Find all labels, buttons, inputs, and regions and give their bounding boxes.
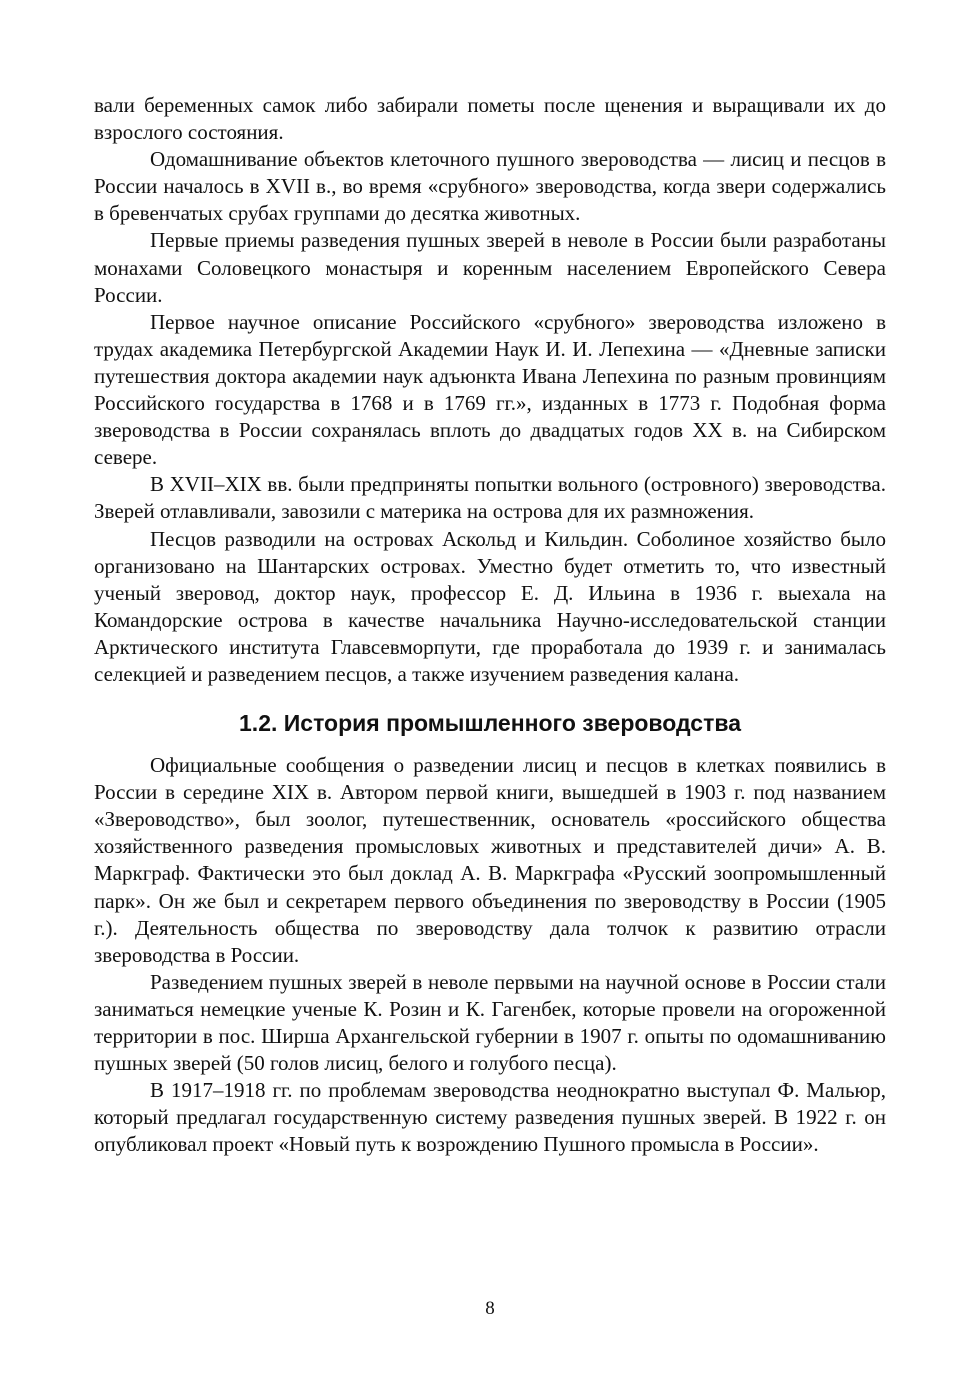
paragraph: В XVII–XIX вв. были предприняты попытки вольного (островного) звероводства. Зверей отлавливали, завозили с материка на острова для их размножения.: [94, 472, 886, 524]
paragraph: Официальные сообщения о разведении лисиц и песцов в клетках появились в России в середине XIX в. Автором первой книги, вышедшей в 1903 г. под названием «Звероводство», был зоолог, путешественник, основатель «российского общества хозяйственного разведения промысловых животных и представителей дичи» А. В. Маркграф. Фактически это был доклад А. В. Маркграфа «Русский зоопромышленный парк». Он же был и секретарем первого объединения по звероводству в России (1905 г.). Деятельность общества по звероводству дала толчок к развитию отрасли звероводства в России.: [94, 753, 886, 967]
paragraph: Первое научное описание Российского «срубного» звероводства изложено в трудах академика Петербургской Академии Наук И. И. Лепехина — «Дневные записки путешествия доктора академии наук адъюнкта Ивана Лепехина по разным провинциям Российского государства в 1768 и в 1769 гг.», изданных в 1773 г. Подобная форма звероводства в России сохранялась вплоть до двадцатых годов XX в. на Сибирском севере.: [94, 309, 886, 470]
section-title: 1.2. История промышленного звероводства: [239, 710, 741, 737]
paragraph: Одомашнивание объектов клеточного пушного звероводства — лисиц и песцов в России началось в XVII в., во время «срубного» звероводства, когда звери содержались в бревенчатых срубах группами до десятка животных.: [94, 147, 886, 226]
page-body: [94, 92, 886, 1158]
paragraph: Разведением пушных зверей в неволе первыми на научной основе в России стали заниматься немецкие ученые К. Розин и К. Гагенбек, которые провели на огороженной территории в пос. Ширша Архангельской губернии в 1907 г. опыты по одомашниванию пушных зверей (50 голов лисиц, белого и голубого песца).: [94, 969, 886, 1076]
paragraph: Первые приемы разведения пушных зверей в неволе в России были разработаны монахами Соловецкого монастыря и коренным населением Европейского Севера России.: [94, 228, 886, 307]
paragraph: В 1917–1918 гг. по проблемам звероводства неоднократно выступал Ф. Мальюр, который предлагал государственную систему разведения пушных зверей. В 1922 г. он опубликовал проект «Новый путь к возрождению Пушного промысла в России».: [94, 1078, 886, 1157]
paragraph: Песцов разводили на островах Аскольд и Кильдин. Соболиное хозяйство было организовано на Шантарских островах. Уместно будет отметить то, что известный ученый зверовод, доктор наук, профессор Е. Д. Ильина в 1936 г. выехала на Командорские острова в качестве начальника Научно-исследовательской станции Арктического института Главсевморпути, где проработала до 1939 г. и занималась селекцией и разведением песцов, а также изучением разведения калана.: [94, 526, 886, 686]
paragraph: вали беременных самок либо забирали пометы после щенения и выращивали их до взрослого состояния.: [94, 93, 886, 145]
page-number: 8: [485, 1298, 495, 1319]
